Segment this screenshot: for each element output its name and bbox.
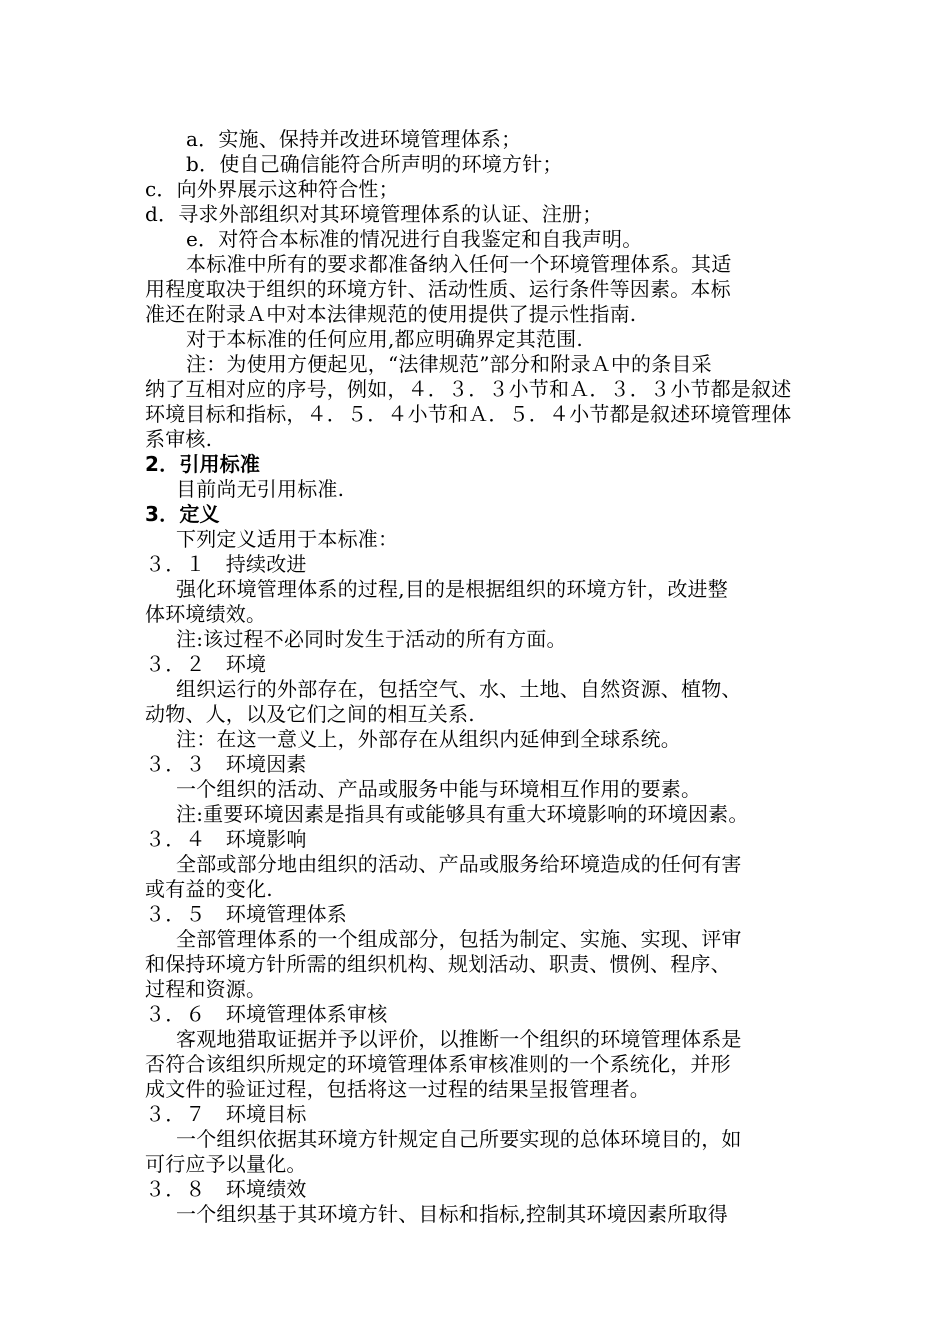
- definition-text: 客观地猎取证据并予以评价，以推断一个组织的环境管理体系是: [176, 1027, 742, 1051]
- definition-text: 体环境绩效。: [145, 602, 267, 626]
- list-item-c: c．向外界展示这种符合性；: [145, 177, 399, 201]
- note-line: 环境目标和指标，４．５．４小节和Ａ．５．４小节都是叙述环境管理体: [145, 402, 792, 426]
- paragraph-line: 下列定义适用于本标准：: [176, 527, 399, 551]
- definition-term: ３．４ 环境影响: [145, 827, 307, 851]
- definition-term: ３．７ 环境目标: [145, 1102, 307, 1126]
- definition-term: ３．５ 环境管理体系: [145, 902, 347, 926]
- definition-text: 全部管理体系的一个组成部分，包括为制定、实施、实现、评审: [176, 927, 742, 951]
- paragraph-line: 本标准中所有的要求都准备纳入任何一个环境管理体系。其适: [186, 252, 732, 276]
- definition-term: ３．３ 环境因素: [145, 752, 307, 776]
- paragraph-line: 用程度取决于组织的环境方针、活动性质、运行条件等因素。本标: [145, 277, 731, 301]
- section-heading: 2．引用标准: [145, 452, 261, 476]
- definition-text: 和保持环境方针所需的组织机构、规划活动、职责、惯例、程序、: [145, 952, 731, 976]
- definition-text: 组织运行的外部存在，包括空气、水、土地、自然资源、植物、: [176, 677, 742, 701]
- definition-term: ３．１ 持续改进: [145, 552, 307, 576]
- section-heading: 3．定义: [145, 502, 220, 526]
- note-line: 系审核.: [145, 427, 213, 451]
- definition-term: ３．６ 环境管理体系审核: [145, 1002, 388, 1026]
- paragraph-line: 对于本标准的任何应用,都应明确界定其范围.: [186, 327, 583, 351]
- definition-text: 成文件的验证过程，包括将这一过程的结果呈报管理者。: [145, 1077, 650, 1101]
- definition-text: 强化环境管理体系的过程,目的是根据组织的环境方针，改进整: [176, 577, 728, 601]
- definition-text: 一个组织的活动、产品或服务中能与环境相互作用的要素。: [176, 777, 702, 801]
- definition-term: ３．８ 环境绩效: [145, 1177, 307, 1201]
- definition-term: ３．２ 环境: [145, 652, 267, 676]
- note-line: 注：在这一意义上，外部存在从组织内延伸到全球系统。: [176, 727, 681, 751]
- note-line: 纳了互相对应的序号，例如，４．３．３小节和Ａ．３．３小节都是叙述: [145, 377, 792, 401]
- list-item-d: d．寻求外部组织对其环境管理体系的认证、注册；: [145, 202, 603, 226]
- paragraph-line: 准还在附录Ａ中对本法律规范的使用提供了提示性指南.: [145, 302, 637, 326]
- definition-text: 过程和资源。: [145, 977, 267, 1001]
- definition-text: 可行应予以量化。: [145, 1152, 307, 1176]
- definition-text: 一个组织基于其环境方针、目标和指标,控制其环境因素所取得: [176, 1202, 728, 1226]
- note-line: 注：为使用方便起见，“法律规范”部分和附录Ａ中的条目采: [186, 352, 712, 376]
- definition-text: 一个组织依据其环境方针规定自己所要实现的总体环境目的，如: [176, 1127, 742, 1151]
- note-line: 注:重要环境因素是指具有或能够具有重大环境影响的环境因素。: [176, 802, 749, 826]
- definition-text: 全部或部分地由组织的活动、产品或服务给环境造成的任何有害: [176, 852, 742, 876]
- list-item-e: e．对符合本标准的情况进行自我鉴定和自我声明。: [186, 227, 643, 251]
- note-line: 注:该过程不必同时发生于活动的所有方面。: [176, 627, 567, 651]
- paragraph-line: 目前尚无引用标准.: [176, 477, 345, 501]
- list-item-a: a．实施、保持并改进环境管理体系；: [186, 127, 522, 151]
- definition-text: 动物、人，以及它们之间的相互关系.: [145, 702, 475, 726]
- list-item-b: b．使自己确信能符合所声明的环境方针；: [186, 152, 563, 176]
- definition-text: 或有益的变化.: [145, 877, 273, 901]
- definition-text: 否符合该组织所规定的环境管理体系审核准则的一个系统化，并形: [145, 1052, 731, 1076]
